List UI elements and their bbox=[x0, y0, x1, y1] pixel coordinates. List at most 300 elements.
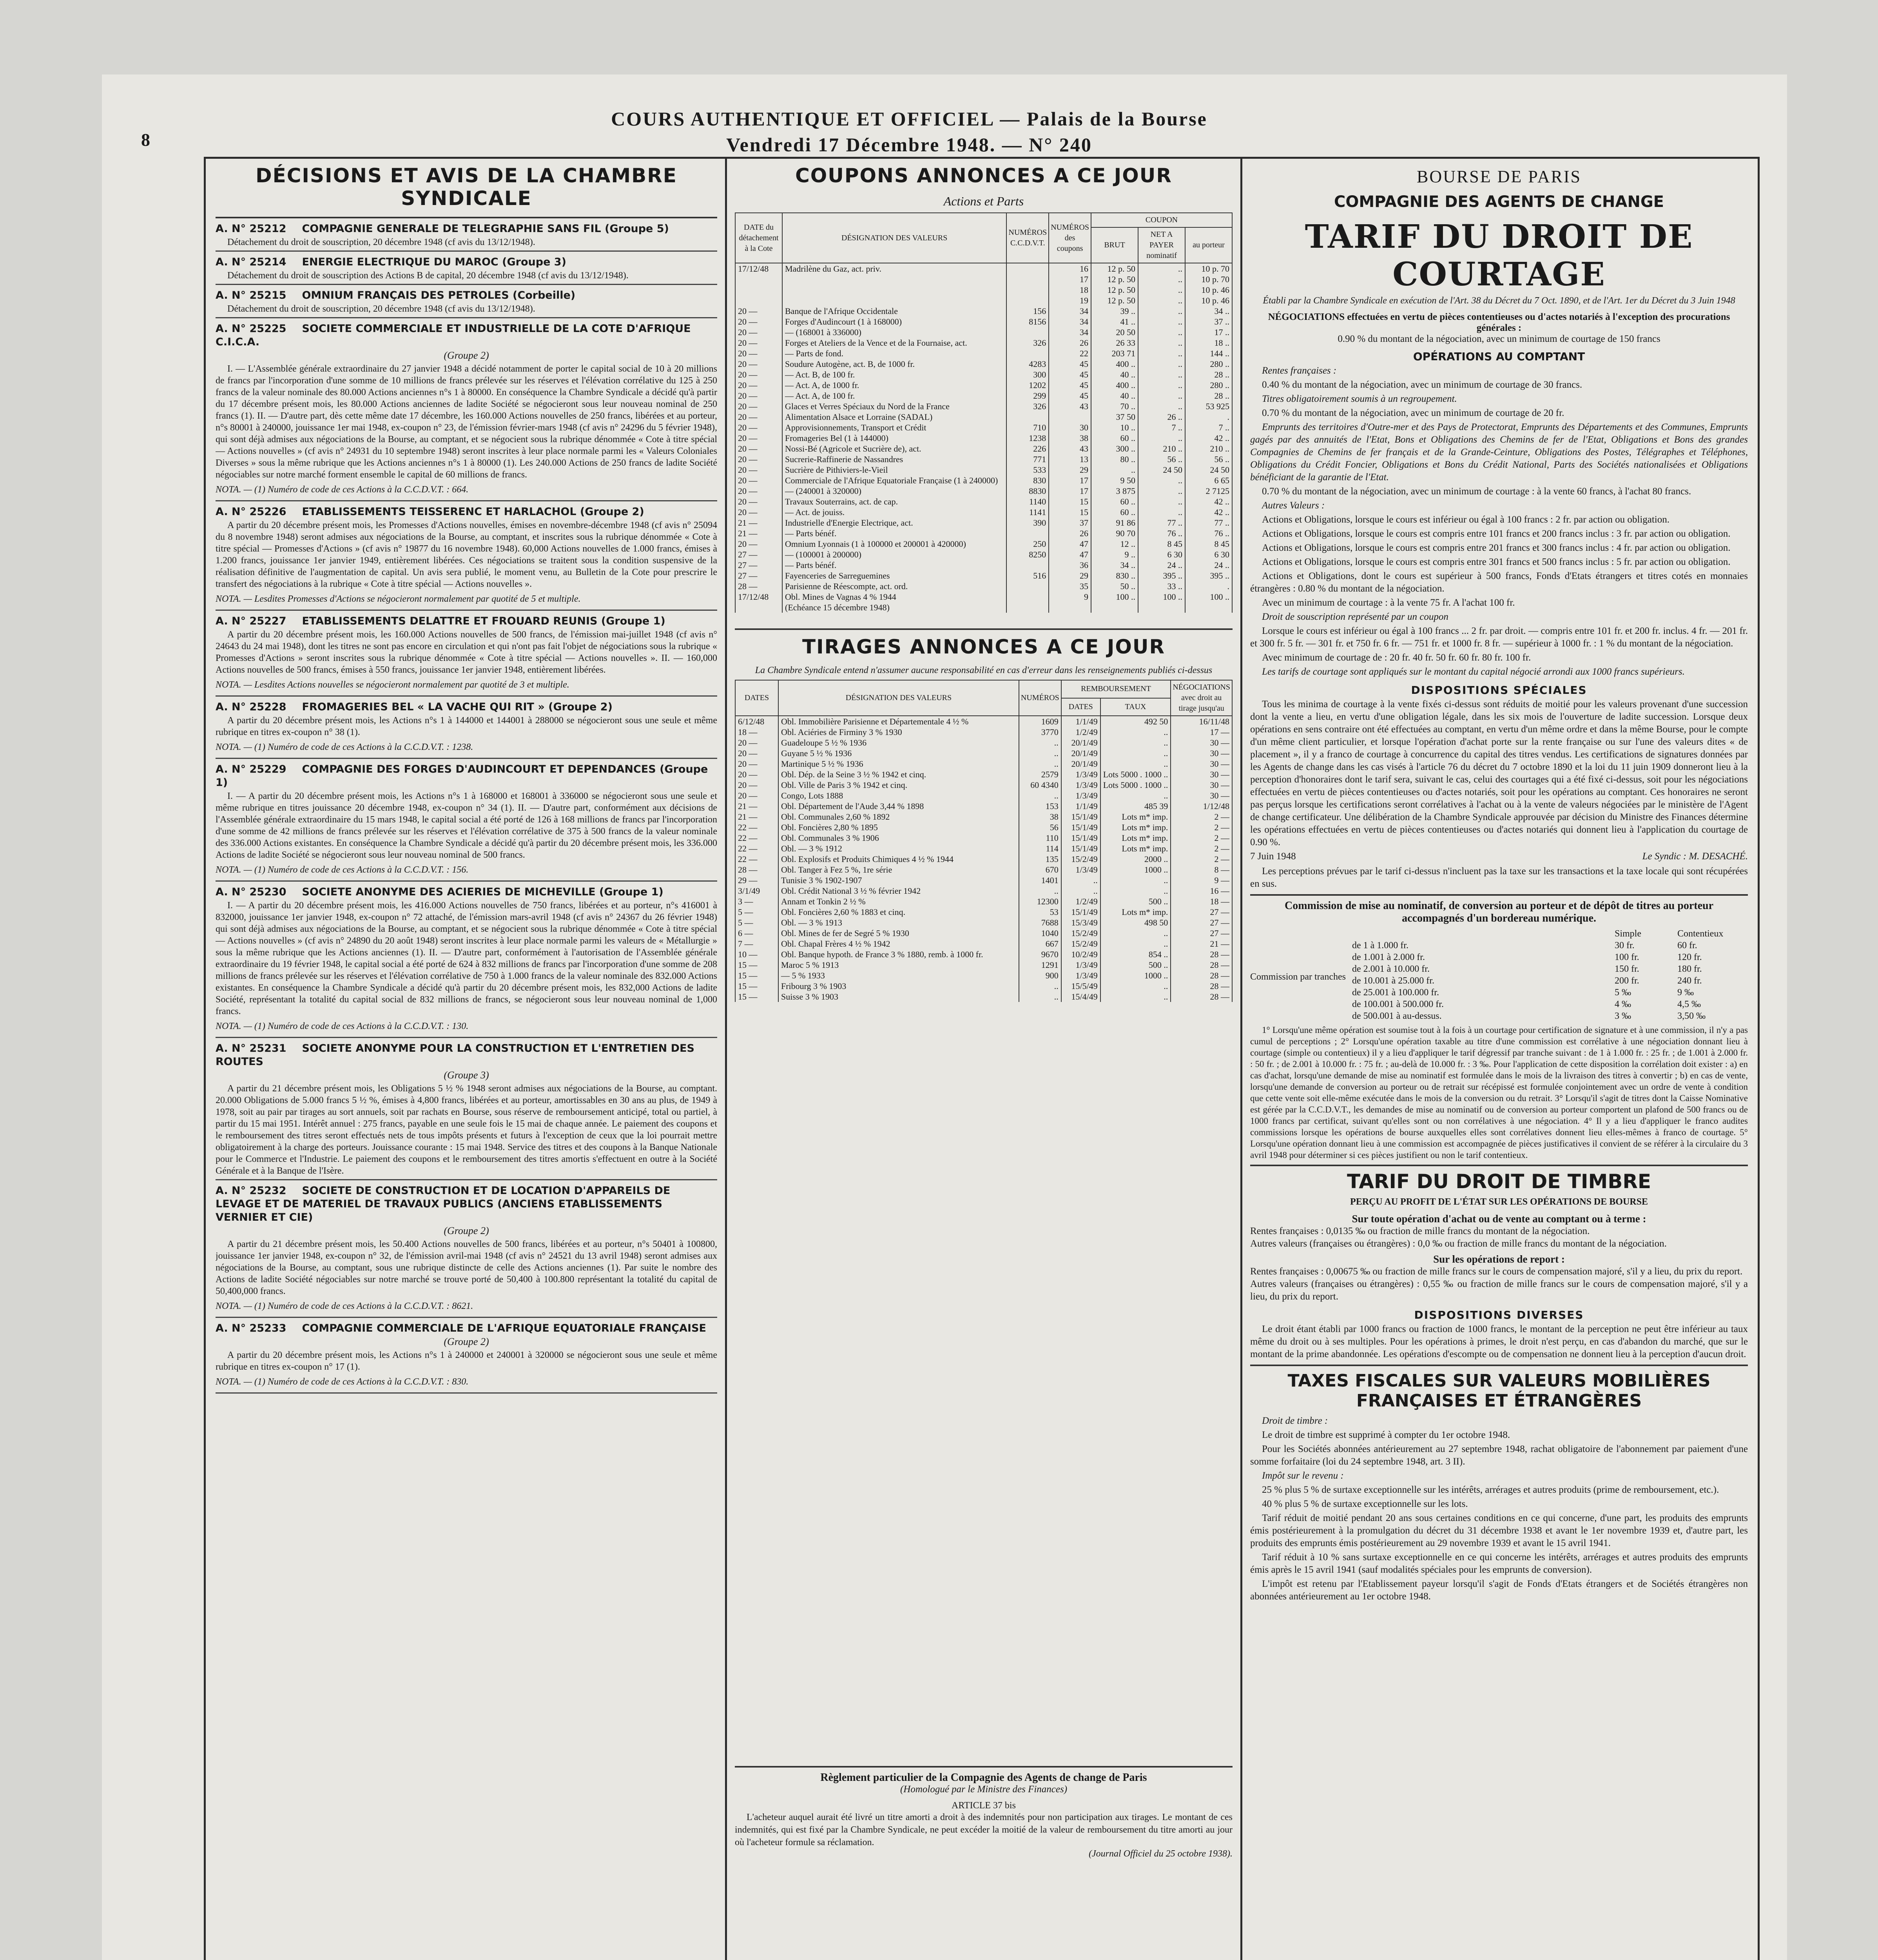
table-cell: 8 45 bbox=[1185, 539, 1232, 549]
decision-company: ETABLISSEMENTS TEISSERENC ET HARLACHOL (Groupe 2) bbox=[302, 506, 644, 518]
table-row bbox=[735, 801, 1232, 811]
commission-notes: 1° Lorsqu'une même opération est soumise tout à la fois à un courtage pour certification de signature et à une commission, il n'y a pas cumul de perceptions ; 2° Lorsqu'une opération taxable au titre d'une commission est corrélative à une négociation donnant lieu à courtage (simple ou contentieux) il y a lieu d'appliquer le tarif dégressif par tranche suivant : de 1 à 1.000 fr. : 25 fr. ; de 1.001 à 2.000 fr. : 50 fr. ; de 2.001 à 10.000 fr. : 75 fr. ; au-delà de 10.000 fr. : 3 ‰. Pour l'application de cette disposition la corrélation doit exister : a) en cas d'achat, lorsqu'une demande de mise au nominatif est formulée dans le mois de la livraison des titres à convertir ; b) en cas de vente, lorsqu'une demande de conversion au porteur ou de retrait sur récépissé est formulée conjointement avec un ordre de vente à condition que cette vente soit elle-même exécutée dans le mois de la conversion ou du retrait. 3° Lorsqu'il s'agit de titres dont la Caisse Nominative est gérée par la C.C.D.V.T., les demandes de mise au nominatif ou de conversion au porteur comportent un plafond de 500 francs ou de 1000 francs par certificat, suivant qu'elles sont ou non corrélatives à une négociation. 4° Il y a lieu d'appliquer le franco audites commissions lorsque les opérations de bourse auxquelles elles sont corrélatives donnent lieu elles-mêmes à franco de courtage. 5° Lorsqu'une opération donnant lieu à une commission est accompagnée de pièces justificatives il convient de se référer à la circulaire du 3 avril 1948 pour déterminer si ces pièces justifient ou non le tarif contentieux. bbox=[1250, 1025, 1748, 1160]
table-cell: 15/1/49 bbox=[1061, 907, 1100, 917]
timbre-subtitle: PERÇU AU PROFIT DE L'ÉTAT SUR LES OPÉRATIONS DE BOURSE bbox=[1350, 1197, 1648, 1207]
table-cell: 53 bbox=[1019, 907, 1061, 917]
table-cell: 60 4340 bbox=[1019, 780, 1061, 790]
table-cell: 17 .. bbox=[1185, 327, 1232, 338]
commission-row bbox=[1352, 940, 1748, 951]
divider bbox=[1250, 1365, 1748, 1366]
table-cell: 8250 bbox=[1006, 549, 1049, 560]
commission-contentieux: 180 fr. bbox=[1677, 964, 1702, 974]
table-cell: 250 bbox=[1006, 539, 1049, 549]
decision-section bbox=[216, 1322, 717, 1390]
table-cell: 300 .. bbox=[1091, 443, 1138, 454]
table-row bbox=[735, 790, 1232, 801]
divider bbox=[1250, 1165, 1748, 1166]
table-cell: 37 50 bbox=[1091, 412, 1138, 422]
table-cell: .. bbox=[1100, 875, 1171, 886]
table-cell: 35 bbox=[1049, 581, 1091, 592]
table-cell: Lots 5000 . 1000 .. bbox=[1100, 769, 1171, 780]
table-cell: 830 bbox=[1006, 475, 1049, 486]
table-cell: 43 bbox=[1049, 443, 1091, 454]
decision-section bbox=[216, 256, 717, 281]
table-cell: 6 30 bbox=[1185, 549, 1232, 560]
table-row bbox=[735, 338, 1232, 348]
commission-row bbox=[1352, 1010, 1748, 1022]
table-cell: 17 bbox=[1049, 486, 1091, 496]
col-simple: Simple bbox=[1615, 929, 1642, 939]
table-cell: Suisse 3 % 1903 bbox=[778, 991, 1019, 1002]
table-cell: 280 .. bbox=[1185, 359, 1232, 369]
table-cell: 3 875 bbox=[1091, 486, 1138, 496]
decision-text: Détachement du droit de souscription, 20 décembre 1948 (cf avis du 13/12/1948). bbox=[227, 304, 535, 314]
commission-table bbox=[1250, 928, 1748, 1022]
decision-nota: NOTA. — (1) Numéro de code de ces Actions à la C.C.D.V.T. : 156. bbox=[216, 865, 469, 875]
table-cell: .. bbox=[1019, 886, 1061, 896]
table-cell bbox=[1006, 581, 1049, 592]
table-cell: Obl. Dép. de la Seine 3 ½ % 1942 et cinq. bbox=[778, 769, 1019, 780]
table-cell: 28 — bbox=[735, 581, 782, 592]
table-cell: .. bbox=[1138, 369, 1185, 380]
timbre-l4: Autres valeurs (françaises ou étrangères) : 0,55 ‰ ou fraction de mille francs sur le cours de compensation majoré, s'il y a lieu, du prix du report. bbox=[1250, 1279, 1748, 1302]
table-cell: 10 p. 46 bbox=[1185, 285, 1232, 295]
divider bbox=[216, 695, 717, 697]
reglement-title: Règlement particulier de la Compagnie des Agents de change de Paris bbox=[820, 1771, 1147, 1784]
decision-company: SOCIETE ANONYME DES ACIERIES DE MICHEVILLE (Groupe 1) bbox=[302, 886, 663, 898]
decision-section bbox=[216, 763, 717, 878]
table-cell bbox=[1006, 274, 1049, 285]
table-cell: 77 .. bbox=[1138, 517, 1185, 528]
commission-simple: 3 ‰ bbox=[1615, 1011, 1631, 1021]
table-cell: 15 — bbox=[735, 981, 778, 991]
dispositions-title: DISPOSITIONS SPÉCIALES bbox=[1411, 684, 1587, 697]
decision-company: SOCIETE ANONYME POUR LA CONSTRUCTION ET L'ENTRETIEN DES ROUTES bbox=[216, 1042, 694, 1068]
table-cell: 12 p. 50 bbox=[1091, 274, 1138, 285]
table-cell: 15/4/49 bbox=[1061, 991, 1100, 1002]
table-row bbox=[735, 917, 1232, 928]
table-row bbox=[735, 592, 1232, 602]
table-cell: Approvisionnements, Transport et Crédit bbox=[782, 422, 1006, 433]
decision-heading bbox=[216, 289, 717, 302]
commission-range: de 2.001 à 10.000 fr. bbox=[1352, 964, 1430, 974]
table-cell: 34 .. bbox=[1185, 306, 1232, 316]
table-cell: 22 bbox=[1049, 348, 1091, 359]
table-row bbox=[735, 401, 1232, 412]
comptant-line: Lorsque le cours est inférieur ou égal à 100 francs ... 2 fr. par droit. — compris entre 101 fr. et 200 fr. inclus. 4 fr. — 201 fr. et 300 fr. 5 fr. — 301 fr. et 750 fr. 6 fr. — 751 fr. et 1000 fr. 8 fr. — supérieur à 1000 fr. : 1 % du montant de la négociation. bbox=[1250, 626, 1748, 649]
table-cell: 15 — bbox=[735, 960, 778, 970]
table-row bbox=[735, 285, 1232, 295]
page-header bbox=[204, 106, 1615, 158]
table-row bbox=[735, 274, 1232, 285]
decision-section bbox=[216, 289, 717, 315]
table-cell: Tunisie 3 % 1902-1907 bbox=[778, 875, 1019, 886]
table-cell: 18 — bbox=[1171, 896, 1232, 907]
table-cell: Fribourg 3 % 1903 bbox=[778, 981, 1019, 991]
table-cell: 7688 bbox=[1019, 917, 1061, 928]
table-cell: 20 — bbox=[735, 348, 782, 359]
table-cell: 76 .. bbox=[1138, 528, 1185, 539]
decision-company: FROMAGERIES BEL « LA VACHE QUI RIT » (Groupe 2) bbox=[302, 701, 613, 713]
table-cell: 667 bbox=[1019, 938, 1061, 949]
table-cell: .. bbox=[1138, 433, 1185, 443]
table-row bbox=[735, 369, 1232, 380]
taxes-line: Tarif réduit de moitié pendant 20 ans sous certaines conditions en ce qui concerne, d'une part, les produits des emprunts émis postérieurement à la promulgation du décret du 31 décembre 1938 et avant le 1er novembre 1939 et, d'autre part, les produits des emprunts émis postérieurement au 29 novembre 1939 et avant le 15 avril 1941. bbox=[1250, 1513, 1748, 1548]
table-cell: 210 .. bbox=[1138, 443, 1185, 454]
table-cell: 76 .. bbox=[1185, 528, 1232, 539]
table-row bbox=[735, 896, 1232, 907]
table-cell: 771 bbox=[1006, 454, 1049, 465]
table-row bbox=[735, 759, 1232, 769]
decision-text: A partir du 20 décembre présent mois, les Promesses d'Actions nouvelles, émises en novembre-décembre 1948 (cf avis n° 25094 du 8 novembre 1948) seront admises aux négociations de la Bourse, au comptant, et inscrites sous la rubrique dénommée « Cote à titre spécial — Promesses d'Actions » (cf avis n° 19877 du 16 novembre 1948). 60,000 Actions nouvelles de 1.000 francs, émises à 1.200 francs, jouissance 1er janvier 1949, entièrement libérées. Ces négociations se traitent sous la condition suspensive de la réalisation définitive de l'augmentation de capital. Un avis sera publié, le moment venu, au Bulletin de la Cote pour prescrire le transfert des négociations à la rubrique « Cote à titre spécial — Actions nouvelles ». bbox=[216, 520, 717, 589]
table-cell: 500 .. bbox=[1100, 896, 1171, 907]
tirages-title: TIRAGES ANNONCES A CE JOUR bbox=[802, 635, 1166, 658]
table-row bbox=[735, 422, 1232, 433]
table-cell bbox=[1006, 348, 1049, 359]
table-cell: 34 bbox=[1049, 306, 1091, 316]
table-cell: 203 71 bbox=[1091, 348, 1138, 359]
table-cell bbox=[1049, 602, 1091, 613]
table-cell: 15/2/49 bbox=[1061, 938, 1100, 949]
table-cell: 1401 bbox=[1019, 875, 1061, 886]
table-cell: 492 50 bbox=[1100, 716, 1171, 727]
table-cell: 1/2/49 bbox=[1061, 727, 1100, 737]
table-cell: Guadeloupe 5 ½ % 1936 bbox=[778, 737, 1019, 748]
table-row bbox=[735, 716, 1232, 727]
table-cell: 2 7125 bbox=[1185, 486, 1232, 496]
decision-nota: NOTA. — (1) Numéro de code de ces Actions à la C.C.D.V.T. : 830. bbox=[216, 1377, 469, 1387]
header-line-1: COURS AUTHENTIQUE ET OFFICIEL — Palais de la Bourse bbox=[611, 108, 1207, 130]
commission-range: de 10.001 à 25.000 fr. bbox=[1352, 976, 1434, 986]
table-cell: 20/1/49 bbox=[1061, 759, 1100, 769]
commission-contentieux: 60 fr. bbox=[1677, 940, 1697, 951]
table-cell: Obl. Mines de Vagnas 4 % 1944 bbox=[782, 592, 1006, 602]
table-cell: 20 — bbox=[735, 338, 782, 348]
decision-heading bbox=[216, 256, 717, 269]
decision-text: A partir du 20 décembre présent mois, les 160.000 Actions nouvelles de 500 francs, de l'émission mai-juillet 1948 (cf avis n° 24643 du 24 mai 1948), dont les titres ne sont pas encore en circulation et qui n'ont pas fait l'objet de négociations sous la rubrique « Promesses d'Actions » seront inscrites sous la rubrique dénommée « Cote à titre spécial — Actions nouvelles ». II. — 160,000 Actions nouvelles de 500 francs, émises à 550 francs, jouissance 1er janvier 1948, entièrement libérées. bbox=[216, 630, 717, 675]
table-cell: 20 — bbox=[735, 369, 782, 380]
table-cell bbox=[1006, 560, 1049, 570]
table-cell: 30 bbox=[1049, 422, 1091, 433]
table-cell: 34 .. bbox=[1091, 560, 1138, 570]
table-cell: 900 bbox=[1019, 970, 1061, 981]
commission-title: Commission de mise au nominatif, de conversion au porteur et de dépôt de titres au porteur accompagnés d'un bordereau numérique. bbox=[1284, 900, 1714, 924]
table-cell: 20 — bbox=[735, 443, 782, 454]
table-cell bbox=[735, 602, 782, 613]
col-taux: TAUX bbox=[1100, 698, 1171, 716]
table-cell: 56 .. bbox=[1138, 454, 1185, 465]
divider bbox=[216, 1317, 717, 1318]
table-row bbox=[735, 833, 1232, 843]
table-row bbox=[735, 907, 1232, 917]
col-contentieux: Contentieux bbox=[1677, 929, 1724, 939]
decision-company: COMPAGNIE GENERALE DE TELEGRAPHIE SANS FIL (Groupe 5) bbox=[302, 223, 669, 235]
table-cell: 6 30 bbox=[1138, 549, 1185, 560]
decision-heading bbox=[216, 1322, 717, 1335]
tarif-title: TARIF DU DROIT DE COURTAGE bbox=[1305, 218, 1693, 293]
table-cell: 20 — bbox=[735, 486, 782, 496]
col-date: DATE du détachement à la Cote bbox=[735, 213, 782, 263]
table-cell: 27 — bbox=[1171, 928, 1232, 938]
comptant-line: 0.70 % du montant de la négociation, avec un minimum de courtage : à la vente 60 francs, à l'achat 80 francs. bbox=[1262, 486, 1691, 497]
tirages-table bbox=[735, 680, 1233, 1002]
table-cell: .. bbox=[1138, 507, 1185, 517]
table-cell: 13 bbox=[1049, 454, 1091, 465]
table-row bbox=[735, 822, 1232, 833]
comptant-line: Actions et Obligations, lorsque le cours est inférieur ou égal à 100 francs : 2 fr. par action ou obligation. bbox=[1262, 514, 1670, 525]
decision-company: COMPAGNIE DES FORGES D'AUDINCOURT ET DEPENDANCES (Groupe 1) bbox=[216, 763, 708, 789]
table-cell: 18 .. bbox=[1185, 338, 1232, 348]
table-cell: 26 33 bbox=[1091, 338, 1138, 348]
table-cell: 210 .. bbox=[1185, 443, 1232, 454]
reglement-block bbox=[735, 1762, 1233, 1859]
table-cell: 114 bbox=[1019, 843, 1061, 854]
table-cell: 90 70 bbox=[1091, 528, 1138, 539]
col-coupon: COUPON bbox=[1091, 213, 1232, 227]
table-cell: 135 bbox=[1019, 854, 1061, 864]
timbre-title: TARIF DU DROIT DE TIMBRE bbox=[1347, 1170, 1651, 1193]
table-cell: 17/12/48 bbox=[735, 592, 782, 602]
taxes-line: Le droit de timbre est supprimé à compter du 1er octobre 1948. bbox=[1262, 1430, 1510, 1440]
commission-row bbox=[1352, 975, 1748, 987]
table-cell: (Echéance 15 décembre 1948) bbox=[782, 602, 1006, 613]
table-cell: 830 .. bbox=[1091, 570, 1138, 581]
decision-number: A. N° 25226 bbox=[216, 506, 286, 518]
taxes-title-2: FRANÇAISES ET ÉTRANGÈRES bbox=[1356, 1391, 1642, 1411]
table-cell: .. bbox=[1138, 359, 1185, 369]
taxes-line: L'impôt est retenu par l'Etablissement payeur lorsqu'il s'agit de Fonds d'Etats étrangers et de Sociétés étrangères non abonnées antérieurement au 1er octobre 1948. bbox=[1250, 1579, 1748, 1602]
negociations-title: NÉGOCIATIONS effectuées en vertu de pièces contentieuses ou d'actes notariés à l'exception des procurations générales : bbox=[1268, 312, 1730, 333]
column-rule-2 bbox=[1240, 159, 1242, 1960]
decision-section bbox=[216, 886, 717, 1034]
taxes-line: Droit de timbre : bbox=[1262, 1416, 1328, 1426]
table-cell: 2579 bbox=[1019, 769, 1061, 780]
coupons-table bbox=[735, 212, 1233, 613]
table-cell: 299 bbox=[1006, 390, 1049, 401]
commission-row bbox=[1352, 951, 1748, 963]
table-cell: 22 — bbox=[735, 843, 778, 854]
table-cell: 17 bbox=[1049, 274, 1091, 285]
table-cell: Obl. Crédit National 3 ½ % février 1942 bbox=[778, 886, 1019, 896]
table-cell: .. bbox=[1019, 748, 1061, 759]
taxes-line: 40 % plus 5 % de surtaxe exceptionnelle sur les lots. bbox=[1262, 1499, 1468, 1509]
table-row bbox=[735, 295, 1232, 306]
commission-row bbox=[1352, 987, 1748, 998]
table-cell: 20 — bbox=[735, 769, 778, 780]
decision-text: Détachement du droit de souscription, 20 décembre 1948 (cf avis du 13/12/1948). bbox=[227, 237, 535, 247]
table-cell: 3/1/49 bbox=[735, 886, 778, 896]
table-cell: Obl. — 3 % 1913 bbox=[778, 917, 1019, 928]
table-row bbox=[735, 263, 1232, 274]
table-row bbox=[735, 949, 1232, 960]
decision-heading bbox=[216, 1184, 717, 1224]
table-cell: 20 — bbox=[735, 507, 782, 517]
table-cell: 2 — bbox=[1171, 854, 1232, 864]
decision-section bbox=[216, 1184, 717, 1314]
commission-contentieux: 9 ‰ bbox=[1677, 987, 1694, 998]
table-cell: .. bbox=[1138, 295, 1185, 306]
table-row bbox=[735, 780, 1232, 790]
table-cell: Omnium Lyonnais (1 à 100000 et 200001 à 420000) bbox=[782, 539, 1006, 549]
decision-heading bbox=[216, 763, 717, 789]
table-cell: 20 — bbox=[735, 737, 778, 748]
table-cell: 400 .. bbox=[1091, 380, 1138, 390]
table-cell: 9670 bbox=[1019, 949, 1061, 960]
decision-section bbox=[216, 222, 717, 248]
table-cell bbox=[1091, 602, 1138, 613]
table-cell bbox=[735, 295, 782, 306]
table-row bbox=[735, 854, 1232, 864]
table-cell: Obl. Banque hypoth. de France 3 % 1880, remb. à 1000 fr. bbox=[778, 949, 1019, 960]
table-cell: Annam et Tonkin 2 ½ % bbox=[778, 896, 1019, 907]
table-cell: 20 — bbox=[735, 390, 782, 401]
table-cell: 6 65 bbox=[1185, 475, 1232, 486]
table-cell: 15/1/49 bbox=[1061, 811, 1100, 822]
table-cell: Obl. Tanger à Fez 5 %, 1re série bbox=[778, 864, 1019, 875]
col-designation: DÉSIGNATION DES VALEURS bbox=[782, 213, 1006, 263]
table-cell: 2 — bbox=[1171, 811, 1232, 822]
comptant-title: OPÉRATIONS AU COMPTANT bbox=[1413, 350, 1585, 363]
table-cell: 45 bbox=[1049, 390, 1091, 401]
table-cell: 28 .. bbox=[1185, 390, 1232, 401]
tarif-date: 7 Juin 1948 bbox=[1250, 851, 1296, 862]
commission-range: de 1 à 1.000 fr. bbox=[1352, 940, 1408, 951]
col-nominatif: NET A PAYER nominatif bbox=[1138, 227, 1185, 263]
table-cell: — (240001 à 320000) bbox=[782, 486, 1006, 496]
table-cell: 29 bbox=[1049, 570, 1091, 581]
table-cell: Obl. Communales 2,60 % 1892 bbox=[778, 811, 1019, 822]
compagnie-title: COMPAGNIE DES AGENTS DE CHANGE bbox=[1334, 193, 1664, 211]
col-remboursement: REMBOURSEMENT bbox=[1061, 680, 1171, 698]
table-cell: Obl. Explosifs et Produits Chimiques 4 ½ % 1944 bbox=[778, 854, 1019, 864]
table-cell: Obl. Communales 3 % 1906 bbox=[778, 833, 1019, 843]
table-cell: 15/1/49 bbox=[1061, 843, 1100, 854]
table-cell: 7 — bbox=[735, 938, 778, 949]
table-cell bbox=[1006, 285, 1049, 295]
table-cell: Soudure Autogène, act. B, de 1000 fr. bbox=[782, 359, 1006, 369]
table-cell: 20 — bbox=[735, 359, 782, 369]
decision-text: A partir du 20 décembre présent mois, les Actions n°s 1 à 240000 et 240001 à 320000 se négocieront sous une seule et même rubrique en titres ex-coupon n° 17 (1). bbox=[216, 1350, 717, 1372]
table-row bbox=[735, 327, 1232, 338]
table-cell: .. bbox=[1138, 327, 1185, 338]
table-cell: 12300 bbox=[1019, 896, 1061, 907]
table-cell: 24 .. bbox=[1138, 560, 1185, 570]
table-cell: 226 bbox=[1006, 443, 1049, 454]
decision-text: A partir du 20 décembre présent mois, les Actions n°s 1 à 144000 et 144001 à 288000 se négocieront sous une seule et même rubrique en titres ex-coupon n° 38 (1). bbox=[216, 715, 717, 737]
table-cell: 20 — bbox=[735, 465, 782, 475]
comptant-line: Titres obligatoirement soumis à un regroupement. bbox=[1262, 394, 1457, 404]
table-cell: 21 — bbox=[735, 801, 778, 811]
divider bbox=[216, 284, 717, 285]
table-cell: .. bbox=[1100, 748, 1171, 759]
table-cell: 20 — bbox=[735, 412, 782, 422]
table-cell: 1/3/49 bbox=[1061, 970, 1100, 981]
reglement-article: ARTICLE 37 bis bbox=[952, 1800, 1016, 1811]
col-brut: BRUT bbox=[1091, 227, 1138, 263]
table-cell: . bbox=[1185, 581, 1232, 592]
table-cell: Forges d'Audincourt (1 à 168000) bbox=[782, 316, 1006, 327]
table-cell: 7 .. bbox=[1138, 422, 1185, 433]
table-cell: 156 bbox=[1006, 306, 1049, 316]
table-cell: 12 p. 50 bbox=[1091, 263, 1138, 274]
left-column bbox=[216, 159, 717, 1960]
decision-company: ETABLISSEMENTS DELATTRE ET FROUARD REUNIS (Groupe 1) bbox=[302, 615, 665, 627]
divider bbox=[216, 217, 717, 218]
table-cell: 20 50 bbox=[1091, 327, 1138, 338]
table-cell: Parisienne de Réescompte, act. ord. bbox=[782, 581, 1006, 592]
table-cell: 1/3/49 bbox=[1061, 769, 1100, 780]
table-cell: Alimentation Alsace et Lorraine (SADAL) bbox=[782, 412, 1006, 422]
table-cell: 26 bbox=[1049, 338, 1091, 348]
decision-group: (Groupe 2) bbox=[444, 350, 489, 361]
table-row bbox=[735, 390, 1232, 401]
taxes-line: Impôt sur le revenu : bbox=[1262, 1470, 1344, 1481]
table-cell: .. bbox=[1138, 306, 1185, 316]
table-cell: — Act. A, de 1000 fr. bbox=[782, 380, 1006, 390]
commission-simple: 4 ‰ bbox=[1615, 999, 1631, 1009]
col-designation: DÉSIGNATION DES VALEURS bbox=[778, 680, 1019, 716]
decision-group: (Groupe 2) bbox=[444, 1225, 489, 1236]
table-cell: 6 — bbox=[735, 928, 778, 938]
col-negociations: NÉGOCIATIONS avec droit au tirage jusqu'au bbox=[1171, 680, 1232, 716]
decision-number: A. N° 25214 bbox=[216, 256, 286, 268]
table-cell: 670 bbox=[1019, 864, 1061, 875]
table-cell: 2 — bbox=[1171, 822, 1232, 833]
right-column bbox=[1250, 159, 1748, 1960]
table-cell: 500 .. bbox=[1100, 960, 1171, 970]
table-cell: 280 .. bbox=[1185, 380, 1232, 390]
divider bbox=[216, 1179, 717, 1180]
decision-heading bbox=[216, 222, 717, 236]
table-cell: Lots m* imp. bbox=[1100, 833, 1171, 843]
table-cell: 1/1/49 bbox=[1061, 801, 1100, 811]
table-cell: 20 — bbox=[735, 539, 782, 549]
table-row bbox=[735, 886, 1232, 896]
table-cell: .. bbox=[1138, 380, 1185, 390]
diverses-title: DISPOSITIONS DIVERSES bbox=[1414, 1308, 1584, 1321]
table-cell: .. bbox=[1100, 737, 1171, 748]
table-cell: 400 .. bbox=[1091, 359, 1138, 369]
table-cell: 8 45 bbox=[1138, 539, 1185, 549]
col-numeros: NUMÉROS bbox=[1019, 680, 1061, 716]
table-cell bbox=[735, 285, 782, 295]
table-cell: 16/11/48 bbox=[1171, 716, 1232, 727]
table-cell bbox=[1006, 528, 1049, 539]
table-cell: 1/3/49 bbox=[1061, 960, 1100, 970]
decision-section bbox=[216, 322, 717, 498]
table-cell: .. bbox=[1019, 759, 1061, 769]
table-cell: 27 — bbox=[1171, 917, 1232, 928]
table-cell: 9 50 bbox=[1091, 475, 1138, 486]
table-row bbox=[735, 560, 1232, 570]
table-cell: 20 — bbox=[735, 316, 782, 327]
table-cell: 516 bbox=[1006, 570, 1049, 581]
table-cell bbox=[782, 274, 1006, 285]
table-cell: Obl. Mines de fer de Segré 5 % 1930 bbox=[778, 928, 1019, 938]
table-cell: 80 .. bbox=[1091, 454, 1138, 465]
table-row bbox=[735, 359, 1232, 369]
commission-simple: 30 fr. bbox=[1615, 940, 1635, 951]
table-cell: 1000 .. bbox=[1100, 864, 1171, 875]
table-cell: 21 — bbox=[735, 517, 782, 528]
table-cell: 1291 bbox=[1019, 960, 1061, 970]
table-cell: 1/3/49 bbox=[1061, 790, 1100, 801]
table-cell: 10 p. 70 bbox=[1185, 263, 1232, 274]
table-row bbox=[735, 475, 1232, 486]
commission-contentieux: 4,5 ‰ bbox=[1677, 999, 1701, 1009]
table-cell: .. bbox=[1061, 886, 1100, 896]
decision-text: I. — L'Assemblée générale extraordinaire du 27 janvier 1948 a décidé notamment de porter le capital social de 10 à 20 millions de francs par l'incorporation d'une somme de 10 millions de francs prélevée sur les réserves et l'élévation corrélative du 125 à 250 francs de la valeur nominale des 80.000 Actions anciennes n°s 1 à 80000. En conséquence la Chambre Syndicale a décidé qu'à partir du 17 décembre présent mois, les 80.000 Actions anciennes de ladite Société se négocieront sous leur nouveau nominal de 250 francs (1). II. — D'autre part, dès cette même date 17 décembre, les 160.000 Actions nouvelles de 250 francs, libérées et au porteur, n°s 80001 à 240000, jouissance 1er mai 1948, ex-coupon n° 23, de l'émission février-mars 1948 (cf avis n° 24296 du 5 février 1948), qui sont déjà admises aux négociations de la Bourse, au comptant, et se négocient sous la rubrique dénommée « Cote à titre spécial — Actions nouvelles » (cf avis n° 24931 du 10 septembre 1948) seront inscrites à leur place normale parmi les « Valeurs Coloniales Diverses » sous la même rubrique que les Actions anciennes n°s 1 à 80000 (1). Les 240.000 Actions de 250 francs de ladite Société négociables sur notre marché forment ensemble le capital de 60 millions de francs. bbox=[216, 364, 717, 480]
